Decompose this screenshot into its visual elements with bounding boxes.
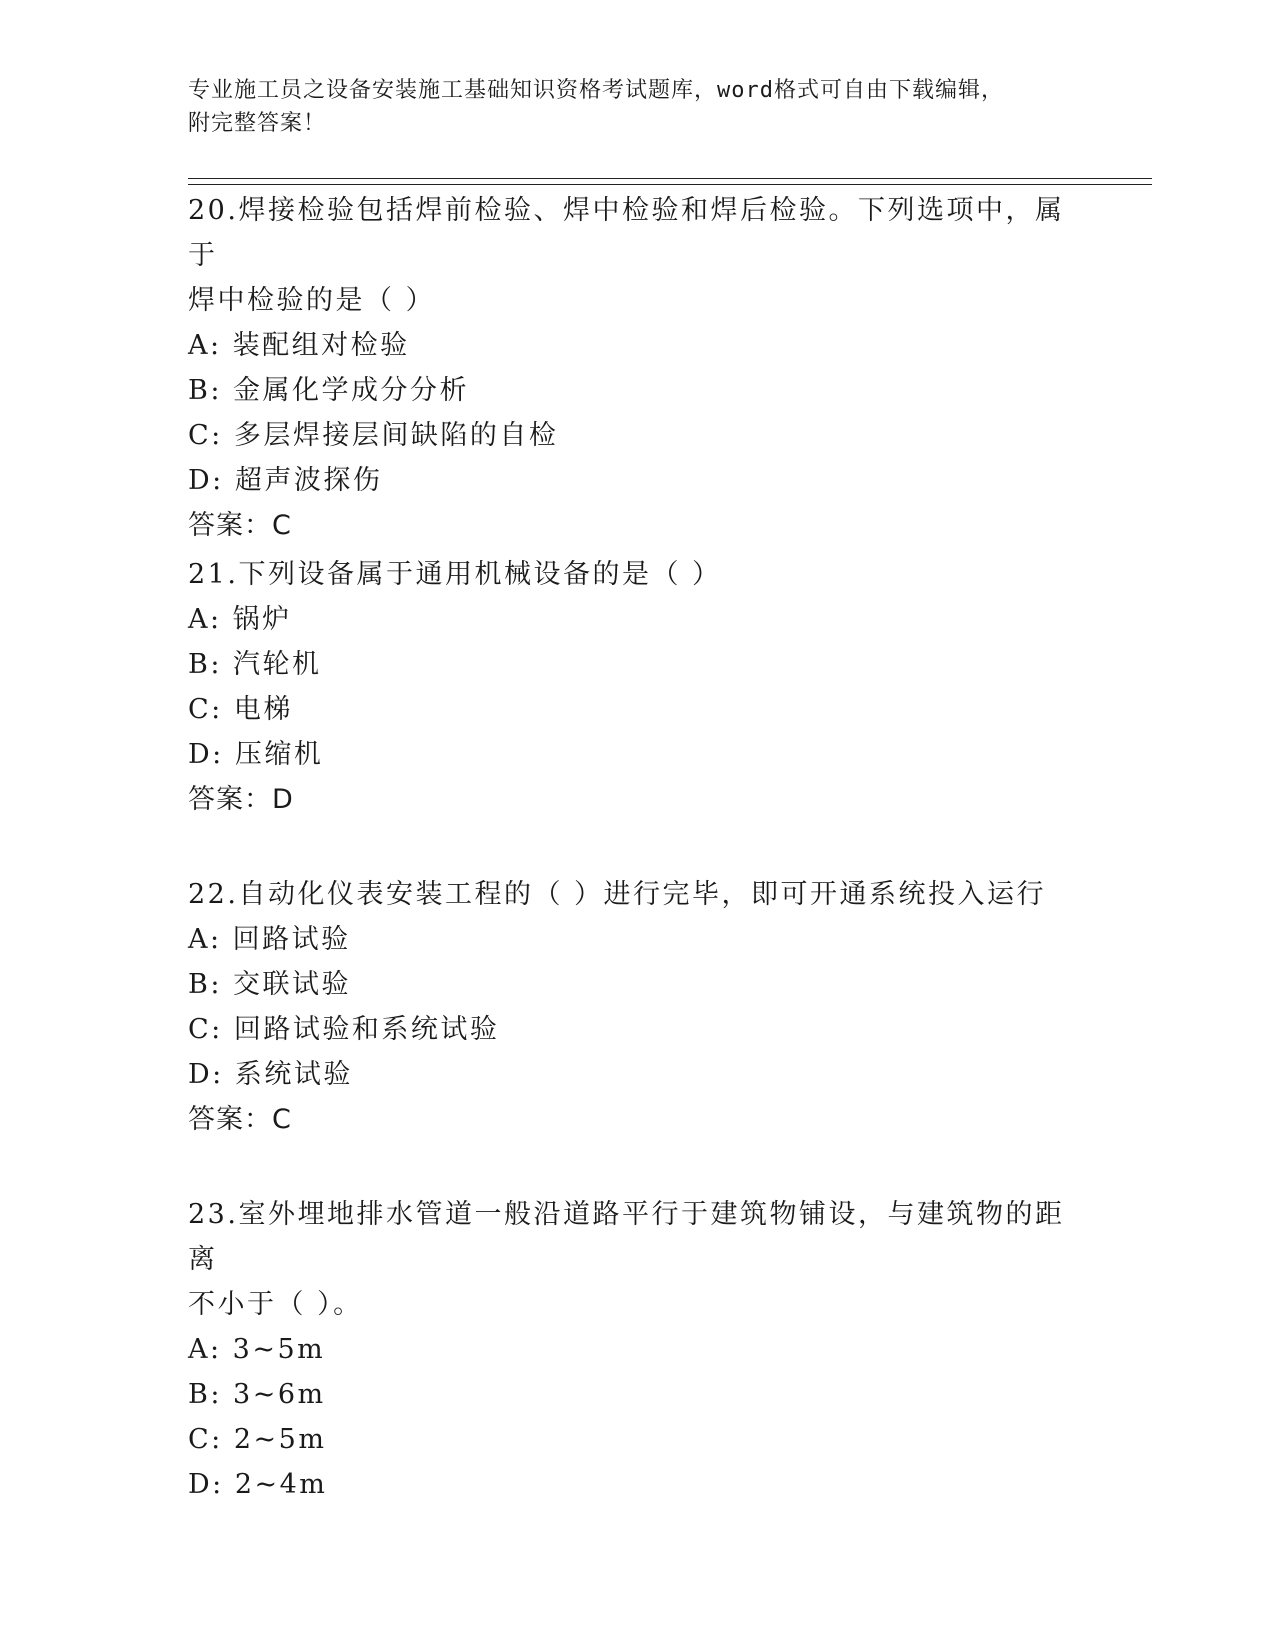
question-stem-line: 不小于（ ）。: [188, 1289, 363, 1320]
option-c: C: 多层焊接层间缺陷的自检: [188, 420, 559, 451]
header-divider-top: [188, 178, 1152, 179]
question-23: [188, 1192, 1088, 1507]
option-a: A: 装配组对检验: [188, 330, 410, 361]
option-d: D: 系统试验: [188, 1059, 353, 1090]
option-d: D: 压缩机: [188, 739, 324, 770]
header-divider-bottom: [188, 184, 1152, 185]
question-stem-line: 焊中检验的是（ ）: [188, 285, 436, 316]
option-a: A: 锅炉: [188, 604, 292, 635]
option-b: B: 交联试验: [188, 969, 352, 1000]
header-line-1: 专业施工员之设备安装施工基础知识资格考试题库，word格式可自由下载编辑，: [188, 78, 1004, 103]
option-c: C: 2~5m: [188, 1424, 327, 1455]
option-a: A: 3~5m: [188, 1334, 326, 1365]
document-header: [188, 74, 1088, 140]
answer-line: 答案：D: [188, 784, 294, 815]
question-stem-line: 20.焊接检验包括焊前检验、焊中检验和焊后检验。下列选项中，属于: [188, 195, 1065, 271]
question-stem-line: 21.下列设备属于通用机械设备的是（ ）: [188, 559, 722, 590]
question-20: [188, 188, 1088, 548]
answer-line: 答案：C: [188, 1104, 292, 1135]
option-b: B: 汽轮机: [188, 649, 322, 680]
question-stem-line: 23.室外埋地排水管道一般沿道路平行于建筑物铺设，与建筑物的距离: [188, 1199, 1065, 1275]
option-b: B: 3~6m: [188, 1379, 326, 1410]
option-c: C: 回路试验和系统试验: [188, 1014, 500, 1045]
question-21: [188, 552, 1088, 822]
option-c: C: 电梯: [188, 694, 293, 725]
question-22: [188, 872, 1088, 1142]
answer-line: 答案：C: [188, 510, 292, 541]
header-line-2: 附完整答案！: [188, 111, 327, 136]
option-d: D: 超声波探伤: [188, 465, 383, 496]
option-a: A: 回路试验: [188, 924, 351, 955]
option-b: B: 金属化学成分分析: [188, 375, 470, 406]
question-stem-line: 22.自动化仪表安装工程的（ ）进行完毕，即可开通系统投入运行: [188, 879, 1047, 910]
option-d: D: 2~4m: [188, 1469, 328, 1500]
